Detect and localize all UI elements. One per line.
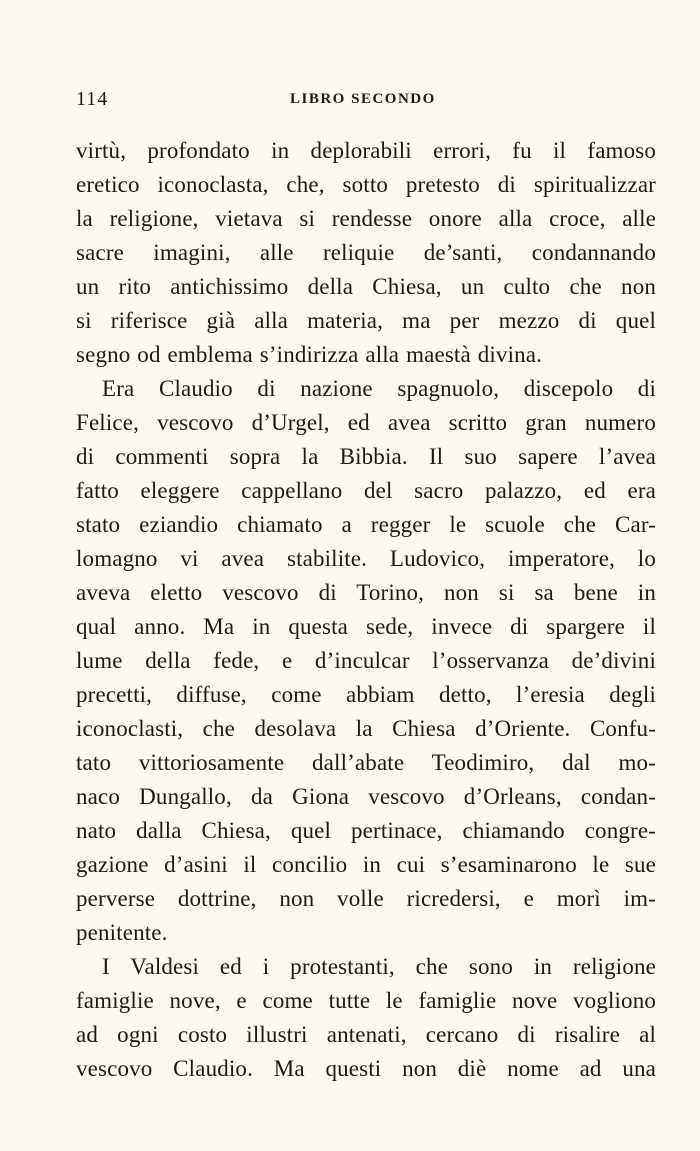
text-line: si riferisce già alla materia, ma per mezzo di quel <box>76 308 656 333</box>
paragraph-first-line: Era Claudio di nazione spagnuolo, discepolo di <box>102 376 656 401</box>
page-header <box>76 88 656 118</box>
text-line: lomagno vi avea stabilite. Ludovico, imperatore, lo <box>76 546 656 571</box>
text-line: segno od emblema s’indirizza alla maestà divina. <box>76 342 543 367</box>
text-line: sacre imagini, alle reliquie de’santi, condannando <box>76 240 656 265</box>
page-number: 114 <box>76 88 109 110</box>
text-line: eretico iconoclasta, che, sotto pretesto di spiritualizzar <box>76 172 656 197</box>
text-line: di commenti sopra la Bibbia. Il suo sapere l’avea <box>76 444 656 469</box>
text-line: gazione d’asini il concilio in cui s’esaminarono le sue <box>76 852 656 877</box>
text-line: fatto eleggere cappellano del sacro palazzo, ed era <box>76 478 656 503</box>
text-line: stato eziandio chiamato a regger le scuole che Car- <box>76 512 656 537</box>
text-line: lume della fede, e d’inculcar l’osservanza de’divini <box>76 648 656 673</box>
body-text <box>76 134 656 1086</box>
text-line: iconoclasti, che desolava la Chiesa d’Oriente. Confu- <box>76 716 656 741</box>
text-line: un rito antichissimo della Chiesa, un culto che non <box>76 274 656 299</box>
text-line: perverse dottrine, non volle ricredersi, e morì im- <box>76 886 656 911</box>
text-line: qual anno. Ma in questa sede, invece di spargere il <box>76 614 656 639</box>
text-line: nato dalla Chiesa, quel pertinace, chiamando congre- <box>76 818 656 843</box>
text-line: penitente. <box>76 920 168 945</box>
text-line: tato vittoriosamente dall’abate Teodimiro, dal mo- <box>76 750 656 775</box>
text-line: naco Dungallo, da Giona vescovo d’Orleans, condan- <box>76 784 656 809</box>
text-line: aveva eletto vescovo di Torino, non si sa bene in <box>76 580 656 605</box>
text-line: Felice, vescovo d’Urgel, ed avea scritto gran numero <box>76 410 656 435</box>
text-line: vescovo Claudio. Ma questi non diè nome ad una <box>76 1056 656 1081</box>
text-line: ad ogni costo illustri antenati, cercano di risalire al <box>76 1022 656 1047</box>
text-line: virtù, profondato in deplorabili errori, fu il famoso <box>76 138 656 163</box>
text-line: precetti, diffuse, come abbiam detto, l’eresia degli <box>76 682 656 707</box>
running-title: LIBRO SECONDO <box>290 91 436 107</box>
paragraph-first-line: I Valdesi ed i protestanti, che sono in religione <box>102 954 656 979</box>
text-line: famiglie nove, e come tutte le famiglie nove vogliono <box>76 988 656 1013</box>
text-line: la religione, vietava si rendesse onore alla croce, alle <box>76 206 656 231</box>
